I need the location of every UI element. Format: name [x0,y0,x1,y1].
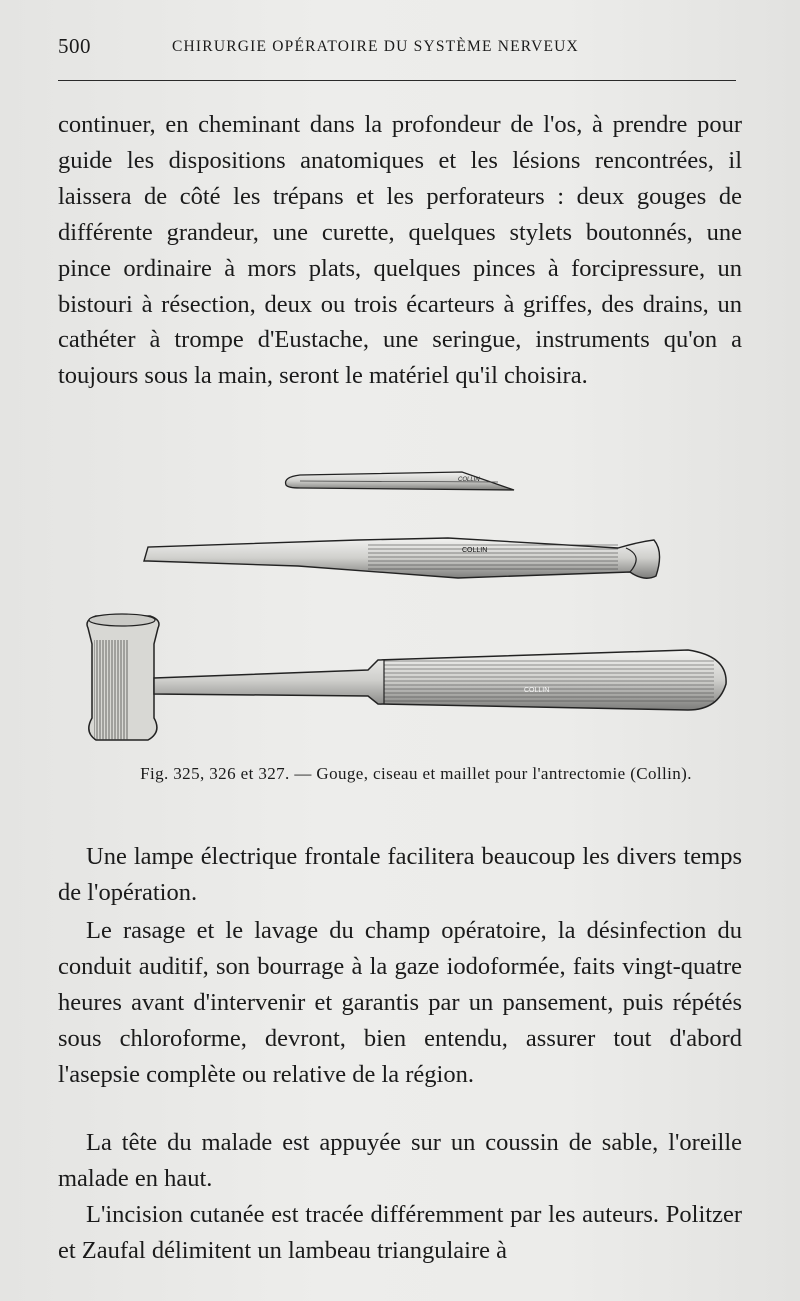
running-head [58,34,748,58]
paragraph-incision: L'incision cutanée est tracée différemment par les auteurs. Politzer et Zaufal délimitent un lambeau triangulaire à [58,1201,742,1264]
paragraph-lampe: Une lampe électrique frontale facilitera beaucoup les divers temps de l'opération. [58,843,742,906]
paragraph-tete: La tête du malade est appuyée sur un coussin de sable, l'oreille malade en haut. [58,1129,742,1192]
mallet [87,614,726,740]
paragraph-rasage: Le rasage et le lavage du champ opératoire, la désinfection du conduit auditif, son bourrage à la gaze iodoformée, faits vingt-quatre heures avant d'intervenir et garantis par un pansement, puis répétés sous chloroforme, devront, bien entendu, assurer tout d'abord l'asepsie complète ou relative de la région. [58,917,742,1088]
mallet-label: COLLIN [524,687,550,694]
chisel [144,538,660,578]
chisel-label: COLLIN [462,547,488,554]
paragraph-continuation: continuer, en cheminant dans la profondeur de l'os, à prendre pour guide les dispositions anatomiques et les lésions rencontrées, il laissera de côté les trépans et les perforateurs : deux gouges de différente grandeur, une curette, quelques stylets boutonnés, une pince ordinaire à mors plats, quelques pinces à forcipressure, un bistouri à résection, deux ou trois écarteurs à griffes, des drains, un cathéter à trompe d'Eustache, une seringue, instruments qu'on a toujours sous la main, seront le matériel qu'il choisira. [58,111,742,390]
page-number: 500 [58,34,91,58]
small-gouge-label: COLLIN [458,477,480,483]
figure-instruments [78,460,740,760]
running-title: CHIRURGIE OPÉRATOIRE DU SYSTÈME NERVEUX [172,38,579,55]
small-gouge [286,472,514,490]
figure-caption: Fig. 325, 326 et 327. — Gouge, ciseau et maillet pour l'antrectomie (Collin). [140,764,692,783]
header-rule [58,80,736,81]
instruments-engraving [78,460,740,760]
